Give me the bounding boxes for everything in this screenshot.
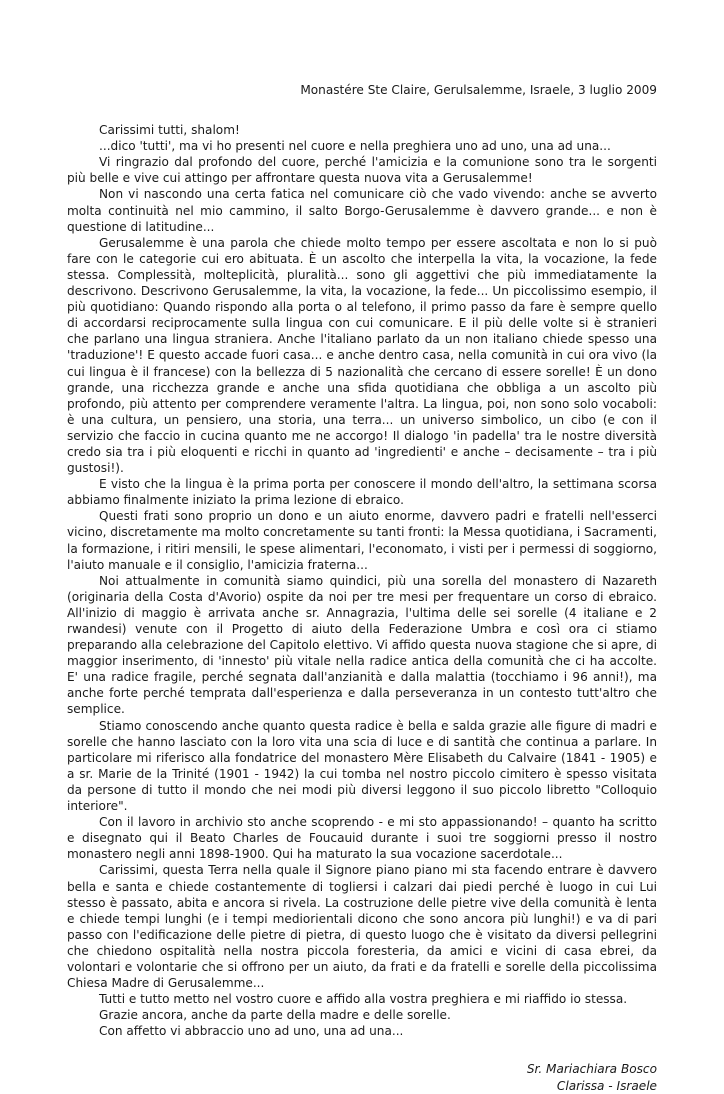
paragraph: Non vi nascondo una certa fatica nel comunicare ciò che vado vivendo: anche se avverto molta continuità nel mio cammino, il salto Borgo-Gerusalemme è davvero grande... e non è questione di latitudine... (67, 187, 657, 234)
signature-name: Sr. Mariachiara Bosco (526, 1062, 657, 1077)
letter-page (67, 82, 657, 1094)
paragraph: Con affetto vi abbraccio uno ad uno, una ad una... (99, 1024, 404, 1039)
paragraph: Grazie ancora, anche da parte della madre e delle sorelle. (99, 1008, 451, 1023)
paragraph: Stiamo conoscendo anche quanto questa radice è bella e salda grazie alle figure di madri e sorelle che hanno lasciato con la loro vita una scia di luce e di santità che continua a parlare. In particolare mi riferisco alla fondatrice del monastero Mère Elisabeth du Calvaire (1841 - 1905) e a sr. Marie de la Trinité (1901 - 1942) la cui tomba nel nostro piccolo cimitero è spesso visitata da persone di tutto il mondo che nei modi più diversi leggono il suo piccolo libretto "Colloquio interiore". (67, 718, 657, 814)
paragraph: E visto che la lingua è la prima porta per conoscere il mondo dell'altro, la settimana scorsa abbiamo finalmente iniziato la prima lezione di ebraico. (67, 477, 657, 508)
paragraph: Carissimi, questa Terra nella quale il Signore piano piano mi sta facendo entrare è davvero bella e santa e chiede costantemente di togliersi i calzari dai piedi perché è luogo in cui Lui stesso è passato, abita e ancora si rivela. La costruzione delle pietre vive della comunità è lenta e chiede tempi lunghi (e i tempi mediorientali dicono che sono ancora più lunghi!) e va di pari passo con l'edificazione delle pietre di pietra, di questo luogo che è visitato da diversi pellegrini che chiedono ospitalità nella nostra piccola foresteria, da amici e vicini di casa ebrei, da volontari e volontarie che si offrono per un aiuto, da frati e da fratelli e sorelle della piccolissima Chiesa Madre di Gerusalemme... (67, 863, 657, 991)
paragraph: Vi ringrazio dal profondo del cuore, perché l'amicizia e la comunione sono tra le sorgenti più belle e vive cui attingo per affrontare questa nuova vita a Gerusalemme! (67, 155, 657, 186)
signature-block (67, 1061, 657, 1093)
paragraph: Questi frati sono proprio un dono e un aiuto enorme, davvero padri e fratelli nell'esserci vicino, discretamente ma molto concretamente su tanti fronti: la Messa quotidiana, i Sacramenti, la formazione, i ritiri mensili, le spese alimentari, l'economato, i visti per i permessi di soggiorno, l'aiuto manuale e il consiglio, l'amicizia fraterna... (67, 509, 657, 572)
paragraph: ...dico 'tutti', ma vi ho presenti nel cuore e nella preghiera uno ad uno, una ad una... (99, 139, 611, 154)
paragraph: Carissimi tutti, shalom! (99, 123, 240, 138)
paragraph: Noi attualmente in comunità siamo quindici, più una sorella del monastero di Nazareth (originaria della Costa d'Avorio) ospite da noi per tre mesi per frequentare un corso di ebraico. All'inizio di maggio è arrivata anche sr. Annagrazia, l'ultima delle sei sorelle (4 italiane e 2 rwandesi) venute con il Progetto di aiuto della Federazione Umbra e così ora ci stiamo preparando alla celebrazione del Capitolo elettivo. Vi affido questa nuova stagione che si apre, di maggior inserimento, di 'innesto' più vitale nella radice antica della comunità che ci ha accolte. E' una radice fragile, perché segnata dall'anzianità e dalla malattia (tocchiamo i 96 anni!), ma anche forte perché temprata dall'esperienza e dalla perseveranza in un contesto tutt'altro che semplice. (67, 573, 657, 717)
dateline: Monastére Ste Claire, Gerulsalemme, Israele, 3 luglio 2009 (300, 83, 657, 97)
paragraph: Tutti e tutto metto nel vostro cuore e affido alla vostra preghiera e mi riaffido io stessa. (99, 992, 628, 1007)
paragraph: Con il lavoro in archivio sto anche scoprendo - e mi sto appassionando! – quanto ha scritto e disegnato qui il Beato Charles de Foucauid durante i suoi tre soggiorni presso il nostro monastero negli anni 1898-1900. Qui ha maturato la sua vocazione sacerdotale... (67, 815, 657, 862)
signature-role: Clarissa - Israele (556, 1078, 657, 1093)
paragraph: Gerusalemme è una parola che chiede molto tempo per essere ascoltata e non lo si può fare con le categorie cui ero abituata. È un ascolto che interpella la vita, la vocazione, la fede stessa. Complessità, molteplicità, pluralità... sono gli aggettivi che più immediatamente la descrivono. Descrivono Gerusalemme, la vita, la vocazione, la fede... Un piccolissimo esempio, il più quotidiano: Quando rispondo alla porta o al telefono, il primo passo da fare è sempre quello di accordarsi reciprocamente sulla lingua con cui comunicare. E il più delle volte si è stranieri che parlano una lingua straniera. Anche l'italiano parlato da un non italiano chiede spesso una 'traduzione'! E questo accade fuori casa... e anche dentro casa, nella comunità in cui ora vivo (la cui lingua è il francese) con la bellezza di 5 nazionalità che cercano di essere sorelle! È un dono grande, una ricchezza grande e anche una sfida quotidiana che obbliga a un ascolto più profondo, più attento per comprendere veramente l'altra. La lingua, poi, non sono solo vocaboli: è una cultura, un pensiero, una storia, una terra... un universo simbolico, un cibo (e con il servizio che faccio in cucina quanto me ne accorgo! Il dialogo 'in padella' tra le nostre diversità credo sia tra i più eloquenti e ricchi in quanto ad 'ingredienti' e anche – decisamente – tra i più gustosi!). (67, 235, 657, 476)
